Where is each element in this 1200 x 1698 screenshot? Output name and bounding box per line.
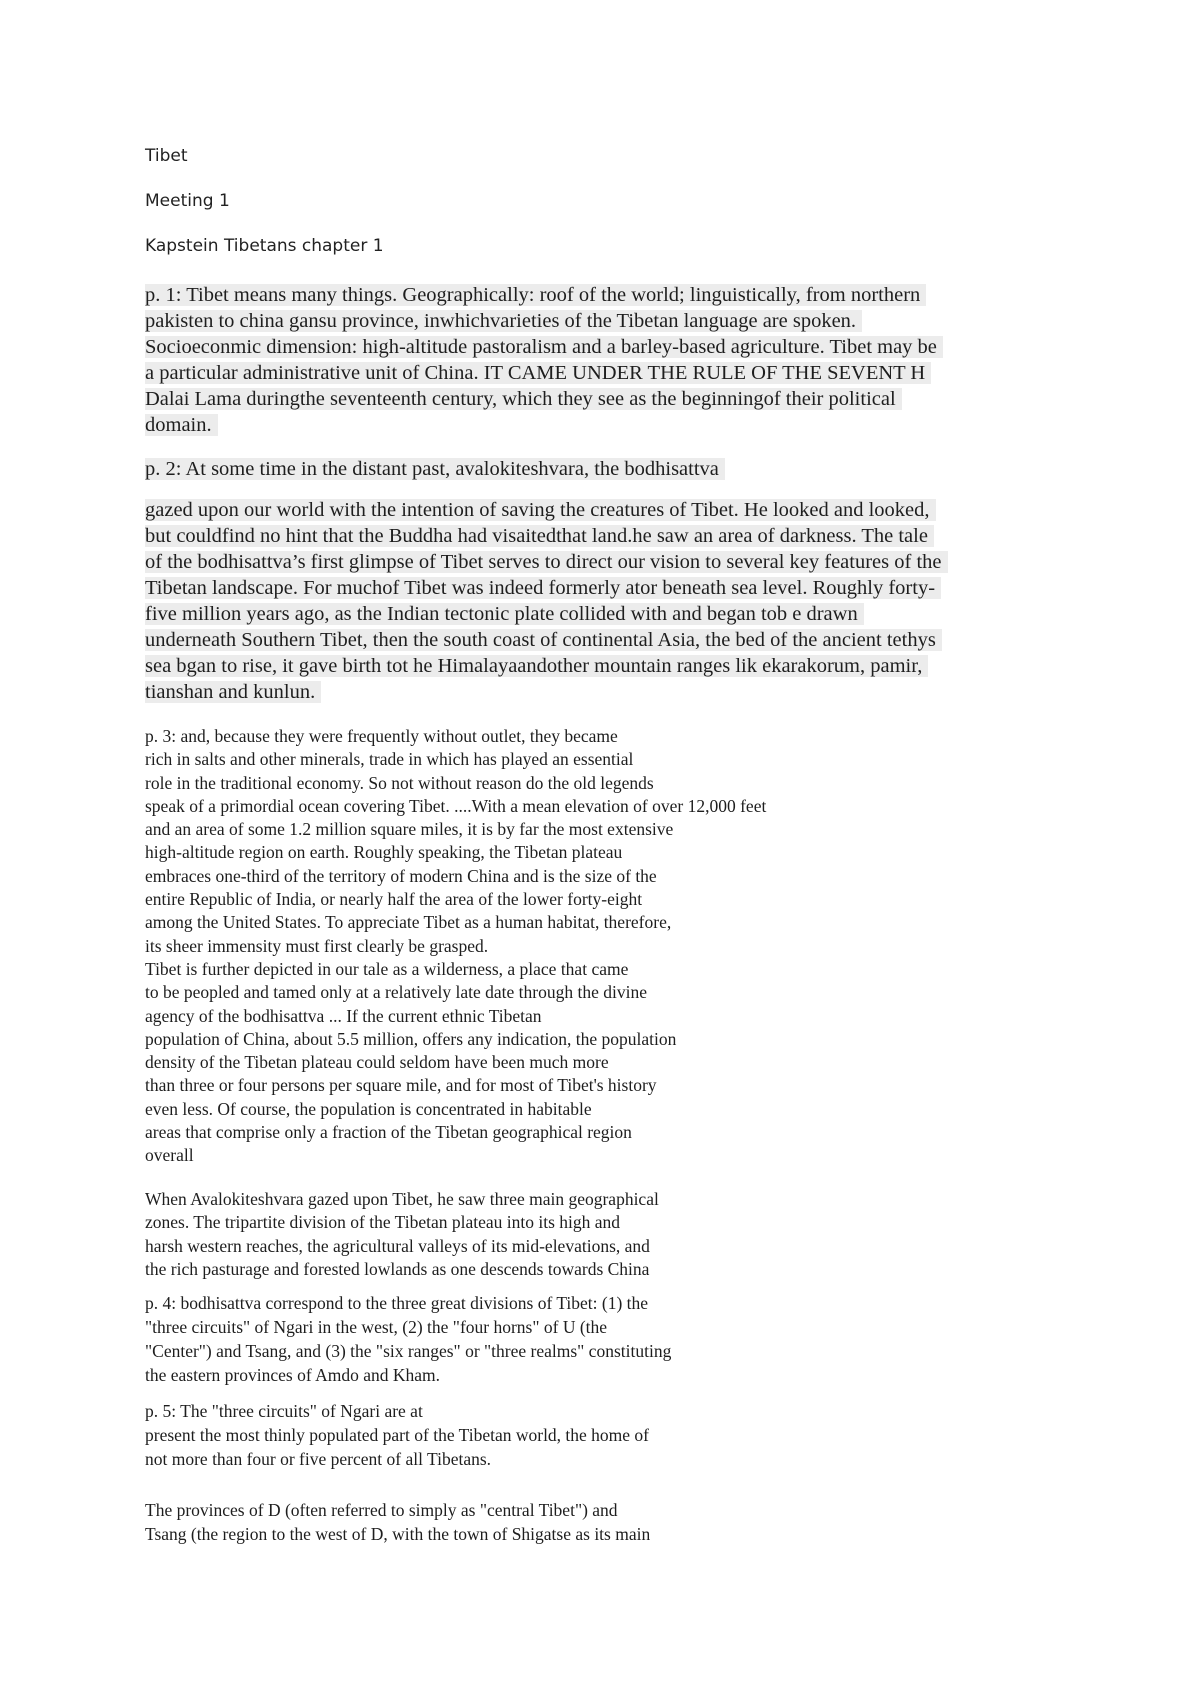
p4-paragraph — [145, 1292, 671, 1388]
p2-line: but couldfind no hint that the Buddha had visaitedthat land.he saw an area of darkness. The tale — [145, 523, 934, 549]
p3-line: Tibet is further depicted in our tale as a wilderness, a place that came — [145, 958, 629, 979]
p4-line: "Center") and Tsang, and (3) the "six ranges" or "three realms" constituting — [145, 1341, 672, 1361]
p5-line: p. 5: The "three circuits" of Ngari are at — [145, 1401, 423, 1421]
p3-line: high-altitude region on earth. Roughly speaking, the Tibetan plateau — [145, 842, 623, 863]
p3-line: to be peopled and tamed only at a relatively late date through the divine — [145, 982, 647, 1003]
p3-line: among the United States. To appreciate Tibet as a human habitat, therefore, — [145, 912, 672, 933]
p1-line: a particular administrative unit of China. IT CAME UNDER THE RULE OF THE SEVENT H — [145, 360, 931, 386]
zones-paragraph — [145, 1188, 659, 1281]
p2-line: sea bgan to rise, it gave birth tot he Himalayaandother mountain ranges lik ekarakorum, pamir, — [145, 653, 928, 679]
p2-line: gazed upon our world with the intention of saving the creatures of Tibet. He looked and looked, — [145, 497, 936, 523]
p4-line: p. 4: bodhisattva correspond to the three great divisions of Tibet: (1) the — [145, 1293, 649, 1313]
p5-paragraph — [145, 1400, 649, 1472]
p3-line: its sheer immensity must first clearly be grasped. — [145, 935, 489, 956]
p2-line: tianshan and kunlun. — [145, 679, 321, 705]
p2-line: Tibetan landscape. For muchof Tibet was indeed formerly ator beneath sea level. Roughly forty- — [145, 575, 941, 601]
p3-line: role in the traditional economy. So not without reason do the old legends — [145, 772, 654, 793]
p1-line: pakisten to china gansu province, inwhichvarieties of the Tibetan language are spoken. — [145, 308, 862, 334]
p5-line: not more than four or five percent of all Tibetans. — [145, 1449, 492, 1469]
zones-line: zones. The tripartite division of the Tibetan plateau into its high and — [145, 1212, 621, 1233]
zones-line: the rich pasturage and forested lowlands as one descends towards China — [145, 1258, 650, 1279]
provinces-paragraph — [145, 1499, 650, 1547]
doc-title: Tibet — [145, 146, 188, 166]
provinces-line: Tsang (the region to the west of D, with the town of Shigatse as its main — [145, 1524, 651, 1544]
p2-heading: p. 2: At some time in the distant past, avalokiteshvara, the bodhisattva — [145, 456, 725, 482]
p3-line: speak of a primordial ocean covering Tibet. ....With a mean elevation of over 12,000 feet — [145, 795, 767, 816]
meeting-heading: Meeting 1 — [145, 191, 230, 211]
zones-line: When Avalokiteshvara gazed upon Tibet, he saw three main geographical — [145, 1189, 659, 1209]
p3-line: and an area of some 1.2 million square miles, it is by far the most extensive — [145, 819, 674, 840]
p3-line: entire Republic of India, or nearly half the area of the lower forty-eight — [145, 889, 643, 910]
p1-line: domain. — [145, 412, 218, 438]
p3-line: overall — [145, 1145, 194, 1166]
provinces-line: The provinces of D (often referred to simply as "central Tibet") and — [145, 1500, 618, 1520]
p3-line: agency of the bodhisattva ... If the current ethnic Tibetan — [145, 1005, 542, 1026]
p1-line: Socioeconmic dimension: high-altitude pastoralism and a barley-based agriculture. Tibet may be — [145, 334, 943, 360]
p3-line: density of the Tibetan plateau could seldom have been much more — [145, 1052, 609, 1073]
p1-line: p. 1: Tibet means many things. Geographically: roof of the world; linguistically, from northern — [145, 282, 926, 308]
p5-line: present the most thinly populated part of the Tibetan world, the home of — [145, 1425, 650, 1445]
p3-line: even less. Of course, the population is concentrated in habitable — [145, 1098, 592, 1119]
p3-line: embraces one-third of the territory of modern China and is the size of the — [145, 865, 657, 886]
p3-line: p. 3: and, because they were frequently without outlet, they became — [145, 726, 618, 746]
p1-line: Dalai Lama duringthe seventeenth century, which they see as the beginningof their political — [145, 386, 902, 412]
zones-line: harsh western reaches, the agricultural valleys of its mid-elevations, and — [145, 1235, 650, 1256]
p4-line: "three circuits" of Ngari in the west, (2) the "four horns" of U (the — [145, 1317, 608, 1337]
p3-paragraph — [145, 725, 766, 1168]
reading-heading: Kapstein Tibetans chapter 1 — [145, 236, 384, 256]
p4-line: the eastern provinces of Amdo and Kham. — [145, 1365, 440, 1385]
p3-line: than three or four persons per square mile, and for most of Tibet's history — [145, 1075, 657, 1096]
p2-line: of the bodhisattva’s first glimpse of Tibet serves to direct our vision to several key features of the — [145, 549, 948, 575]
p3-line: areas that comprise only a fraction of the Tibetan geographical region — [145, 1122, 632, 1143]
p2-line: five million years ago, as the Indian tectonic plate collided with and began tob e drawn — [145, 601, 864, 627]
p3-line: rich in salts and other minerals, trade in which has played an essential — [145, 749, 634, 770]
p3-line: population of China, about 5.5 million, offers any indication, the population — [145, 1028, 677, 1049]
p2-line: underneath Southern Tibet, then the south coast of continental Asia, the bed of the ancient tethys — [145, 627, 942, 653]
